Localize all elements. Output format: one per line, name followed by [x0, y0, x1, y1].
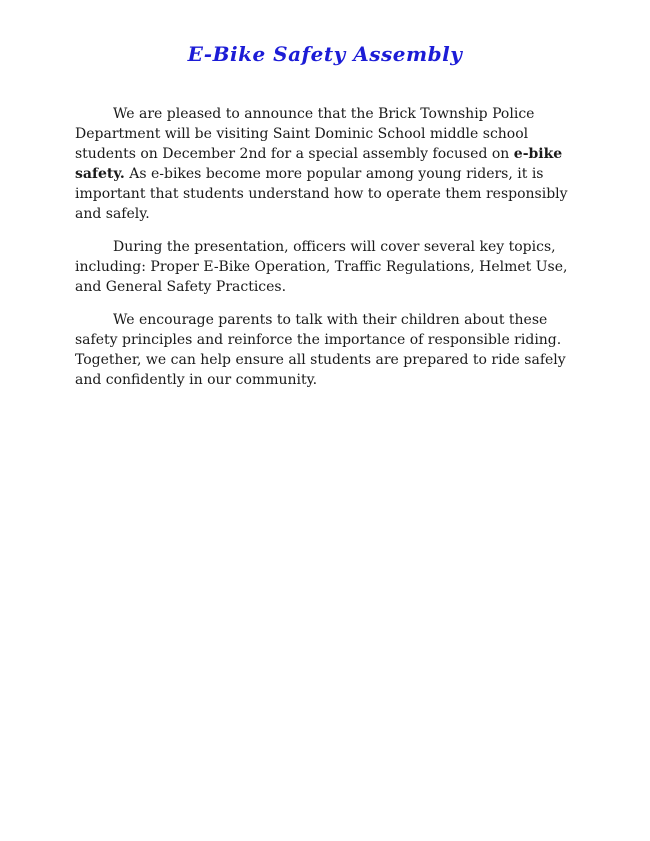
paragraph-encouragement: We encourage parents to talk with their children about these safety principles and reinforce the importance of responsible riding. Together, we can help ensure all students are prepared to ride safely and confidently in our community.: [75, 312, 566, 388]
document-title: E-Bike Safety Assembly: [187, 42, 463, 66]
paragraph-announcement-text-start: We are pleased to announce that the Brick Township Police Department will be visiting Saint Dominic School middle school students on December 2nd for a special assembly focused on: [75, 106, 535, 162]
paragraph-announcement: [75, 104, 575, 224]
paragraph-topics: During the presentation, officers will cover several key topics, including: Proper E-Bike Operation, Traffic Regulations, Helmet Use, and General Safety Practices.: [75, 239, 568, 295]
document-body: [75, 104, 575, 390]
paragraph-announcement-bold-phrase: e-bike safety.: [75, 146, 563, 182]
paragraph-announcement-text-end: As e-bikes become more popular among young riders, it is important that students understand how to operate them responsibly and safely.: [75, 166, 568, 222]
